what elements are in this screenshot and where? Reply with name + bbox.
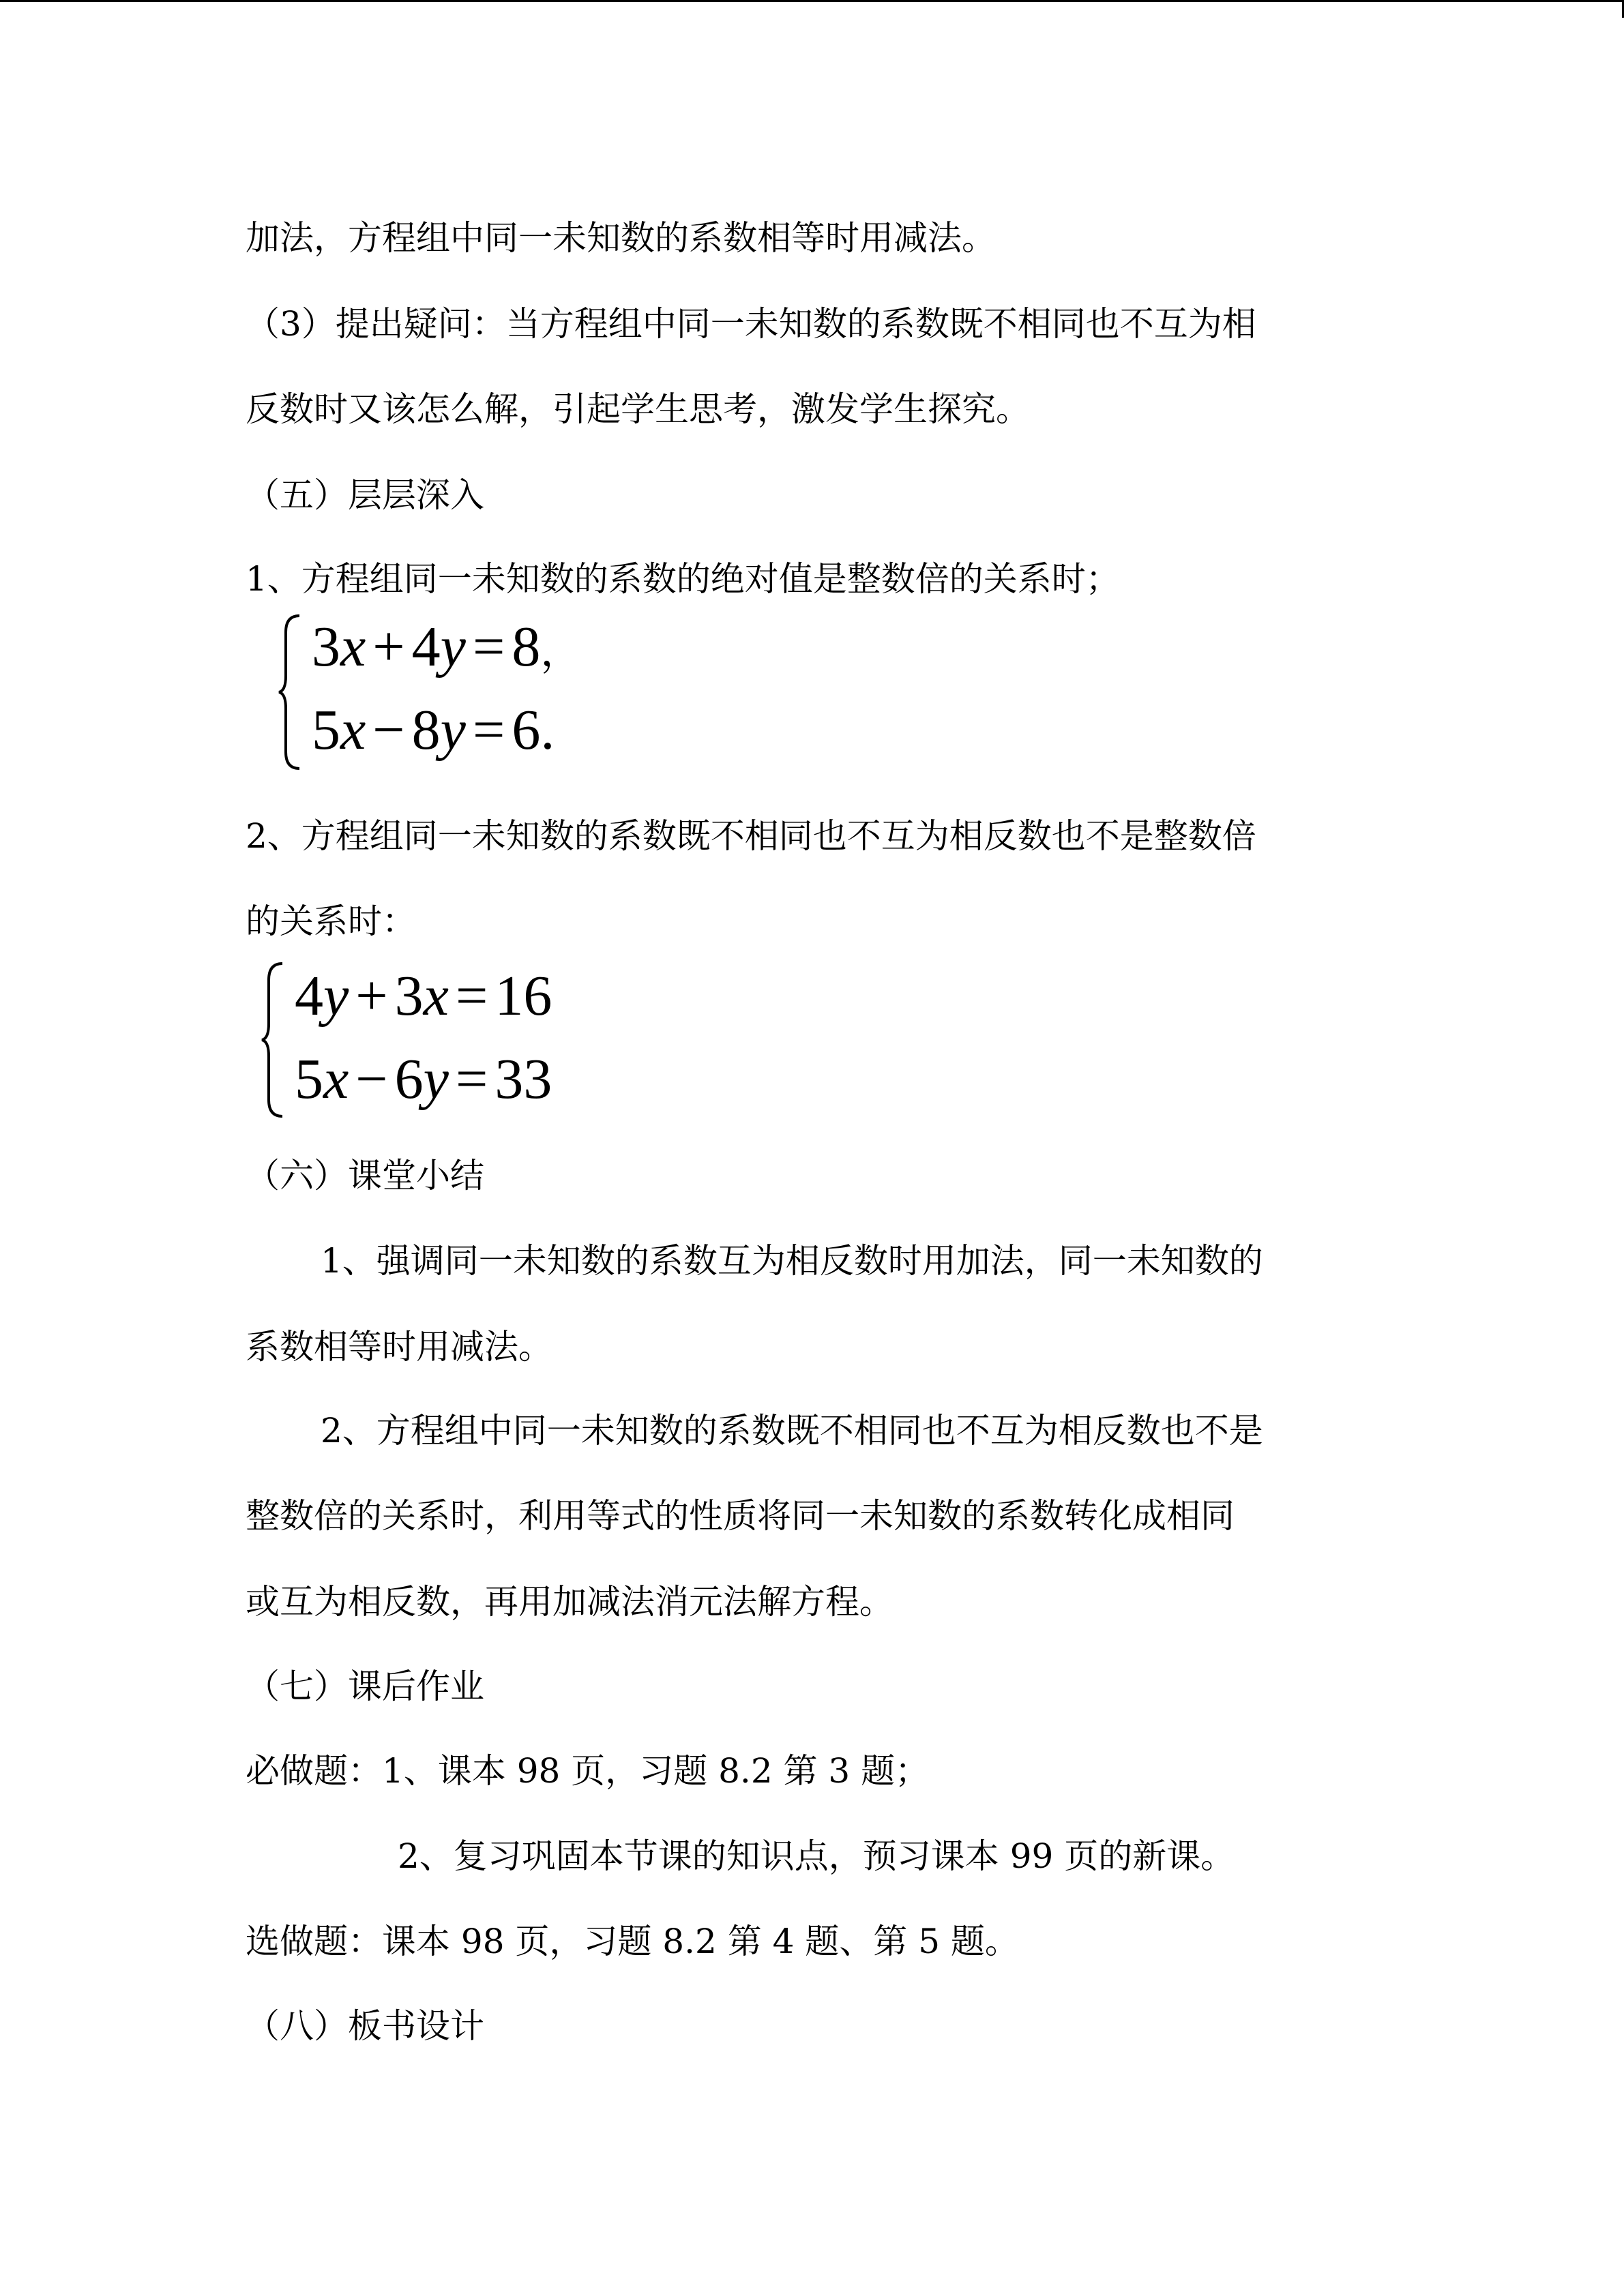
- text-line: 加法，方程组中同一未知数的系数相等时用减法。: [246, 218, 996, 258]
- section-heading: （七）课后作业: [246, 1667, 484, 1706]
- equation-system-1: [276, 610, 685, 774]
- text-line: 2、方程组同一未知数的系数既不相同也不互为相反数也不是整数倍: [246, 816, 1256, 856]
- equation-1: 4y + 3x = 16: [295, 964, 552, 1028]
- left-brace: [276, 610, 304, 774]
- text-line: 必做题：1、课本 98 页，习题 8.2 第 3 题；: [246, 1751, 930, 1791]
- text-line: 系数相等时用减法。: [246, 1327, 552, 1367]
- text-line: 1、强调同一未知数的系数互为相反数时用加法，同一未知数的: [321, 1241, 1263, 1281]
- text-line: 的关系时：: [246, 901, 416, 941]
- equation-1: 3x + 4y = 8，: [312, 615, 582, 679]
- text-line: 1、方程组同一未知数的系数的绝对值是整数倍的关系时；: [246, 559, 1120, 599]
- text-line: 整数倍的关系时，利用等式的性质将同一未知数的系数转化成相同: [246, 1496, 1235, 1536]
- section-heading: （六）课堂小结: [246, 1156, 484, 1195]
- text-line: （3）提出疑问：当方程组中同一未知数的系数既不相同也不互为相: [246, 304, 1256, 344]
- equation-system-2: [259, 958, 668, 1122]
- text-line: 反数时又该怎么解，引起学生思考，激发学生探究。: [246, 389, 1030, 429]
- section-heading: （五）层层深入: [246, 475, 484, 515]
- equation-2: 5x − 8y = 6.: [312, 698, 555, 762]
- text-line: 选做题：课本 98 页，习题 8.2 第 4 题、第 5 题。: [246, 1922, 1019, 1961]
- text-line: 2、复习巩固本节课的知识点，预习课本 99 页的新课。: [398, 1836, 1235, 1876]
- text-line: 2、方程组中同一未知数的系数既不相同也不互为相反数也不是: [321, 1411, 1263, 1450]
- section-heading: （八）板书设计: [246, 2006, 484, 2046]
- text-line: 或互为相反数，再用加减法消元法解方程。: [246, 1582, 894, 1622]
- page-top-border: [0, 0, 1624, 2]
- equation-2: 5x − 6y = 33: [295, 1047, 552, 1111]
- left-brace: [259, 958, 286, 1122]
